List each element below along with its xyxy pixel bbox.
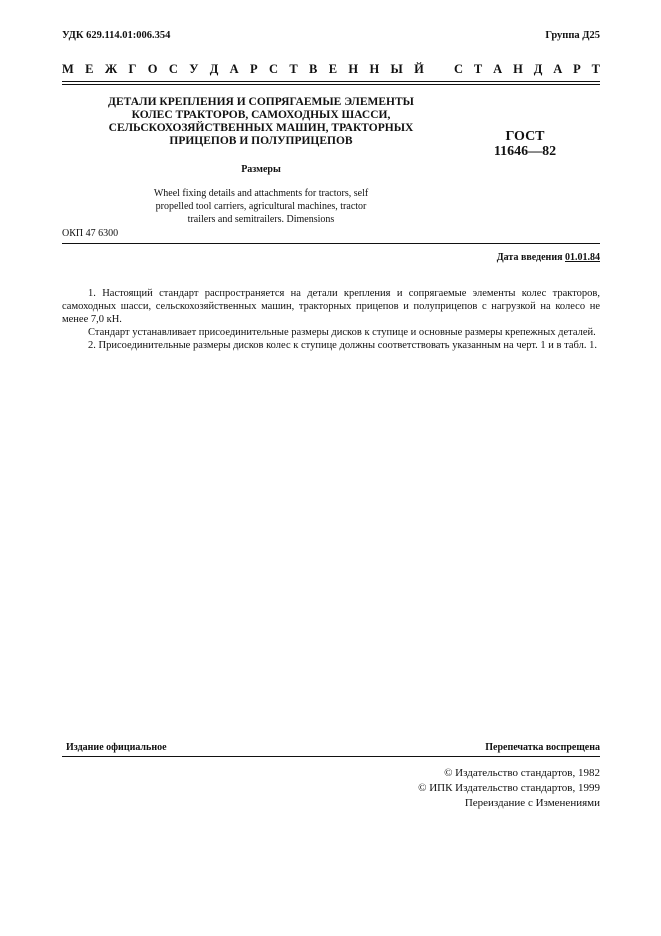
introduction-date: [497, 252, 600, 263]
gost-code: 11646—82: [493, 144, 557, 159]
banner-letter: Й: [414, 62, 424, 76]
banner-rule-thin: [62, 84, 600, 85]
banner-word-interstate: [62, 62, 424, 77]
banner-letter: У: [189, 62, 199, 76]
banner-letter: Н: [369, 62, 380, 76]
reissue-line: Переиздание с Изменениями: [464, 797, 600, 809]
standard-body: [62, 287, 600, 352]
title-line: СЕЛЬСКОХОЗЯЙСТВЕННЫХ МАШИН, ТРАКТОРНЫХ: [108, 122, 414, 134]
banner-letter: Т: [289, 62, 298, 76]
gost-label: ГОСТ: [505, 129, 545, 144]
banner-letter: С: [454, 62, 464, 76]
header-divider: [62, 243, 600, 244]
banner-word-standard: [454, 62, 600, 77]
banner-letter: Е: [85, 62, 94, 76]
body-paragraph: 1. Настоящий стандарт распространяется на детали крепления и сопрягаемые элементы колес тракторов, самоходных шасси, сельскохозяйственных машин, тракторных прицепов и полуприцепов с нагрузкой на колесо не менее 7,0 кН.: [62, 288, 600, 325]
udk-code: УДК 629.114.01:006.354: [62, 30, 171, 41]
banner-letter: Р: [573, 62, 581, 76]
copyright-block: [418, 766, 600, 811]
title-line: КОЛЕС ТРАКТОРОВ, САМОХОДНЫХ ШАССИ,: [131, 109, 391, 121]
introduction-date-label: Дата введения: [496, 252, 563, 263]
banner-letter: В: [309, 62, 318, 76]
copyright-line: © Издательство стандартов, 1982: [444, 767, 600, 779]
banner-letter: С: [269, 62, 279, 76]
banner-letter: Т: [591, 62, 600, 76]
standard-subtitle: Размеры: [241, 164, 281, 175]
okp-code: ОКП 47 6300: [62, 228, 119, 239]
banner-letter: Е: [328, 62, 338, 76]
banner-letter: Н: [513, 62, 523, 76]
english-title-line: propelled tool carriers, agricultural machines, tractor: [155, 201, 367, 212]
interstate-standard-banner: [62, 62, 600, 77]
standard-title: [80, 96, 442, 148]
banner-letter: А: [493, 62, 503, 76]
banner-letter: Ж: [104, 62, 118, 76]
banner-letter: Д: [209, 62, 219, 76]
english-title-line: Wheel fixing details and attachments for tractors, self: [153, 188, 369, 199]
banner-letter: Ы: [390, 62, 403, 76]
body-paragraph: Стандарт устанавливает присоединительные размеры дисков к ступице и основные размеры крепежных деталей.: [88, 327, 596, 338]
banner-rule-thick: [62, 81, 600, 82]
banner-letter: Р: [250, 62, 258, 76]
english-title: [120, 187, 402, 226]
body-paragraph: 2. Присоединительные размеры дисков колес к ступице должны соответствовать указанным на черт. 1 и в табл. 1.: [88, 340, 597, 351]
introduction-date-value: 01.01.84: [565, 252, 600, 263]
group-code: Группа Д25: [545, 30, 600, 41]
title-line: ДЕТАЛИ КРЕПЛЕНИЯ И СОПРЯГАЕМЫЕ ЭЛЕМЕНТЫ: [108, 96, 414, 108]
official-edition-label: Издание официальное: [66, 742, 167, 753]
english-title-line: trailers and semitrailers. Dimensions: [187, 214, 335, 225]
footer-divider: [62, 756, 600, 757]
banner-letter: М: [62, 62, 74, 76]
title-line: ПРИЦЕПОВ И ПОЛУПРИЦЕПОВ: [169, 135, 353, 147]
banner-letter: О: [147, 62, 158, 76]
banner-letter: Г: [128, 62, 137, 76]
banner-letter: А: [553, 62, 563, 76]
banner-letter: С: [168, 62, 178, 76]
copyright-line: © ИПК Издательство стандартов, 1999: [418, 782, 600, 794]
reprint-prohibited-label: Перепечатка воспрещена: [485, 742, 600, 753]
gost-number: [470, 129, 580, 159]
banner-letter: Д: [533, 62, 543, 76]
banner-letter: Т: [473, 62, 483, 76]
banner-letter: А: [229, 62, 239, 76]
banner-letter: Н: [348, 62, 359, 76]
